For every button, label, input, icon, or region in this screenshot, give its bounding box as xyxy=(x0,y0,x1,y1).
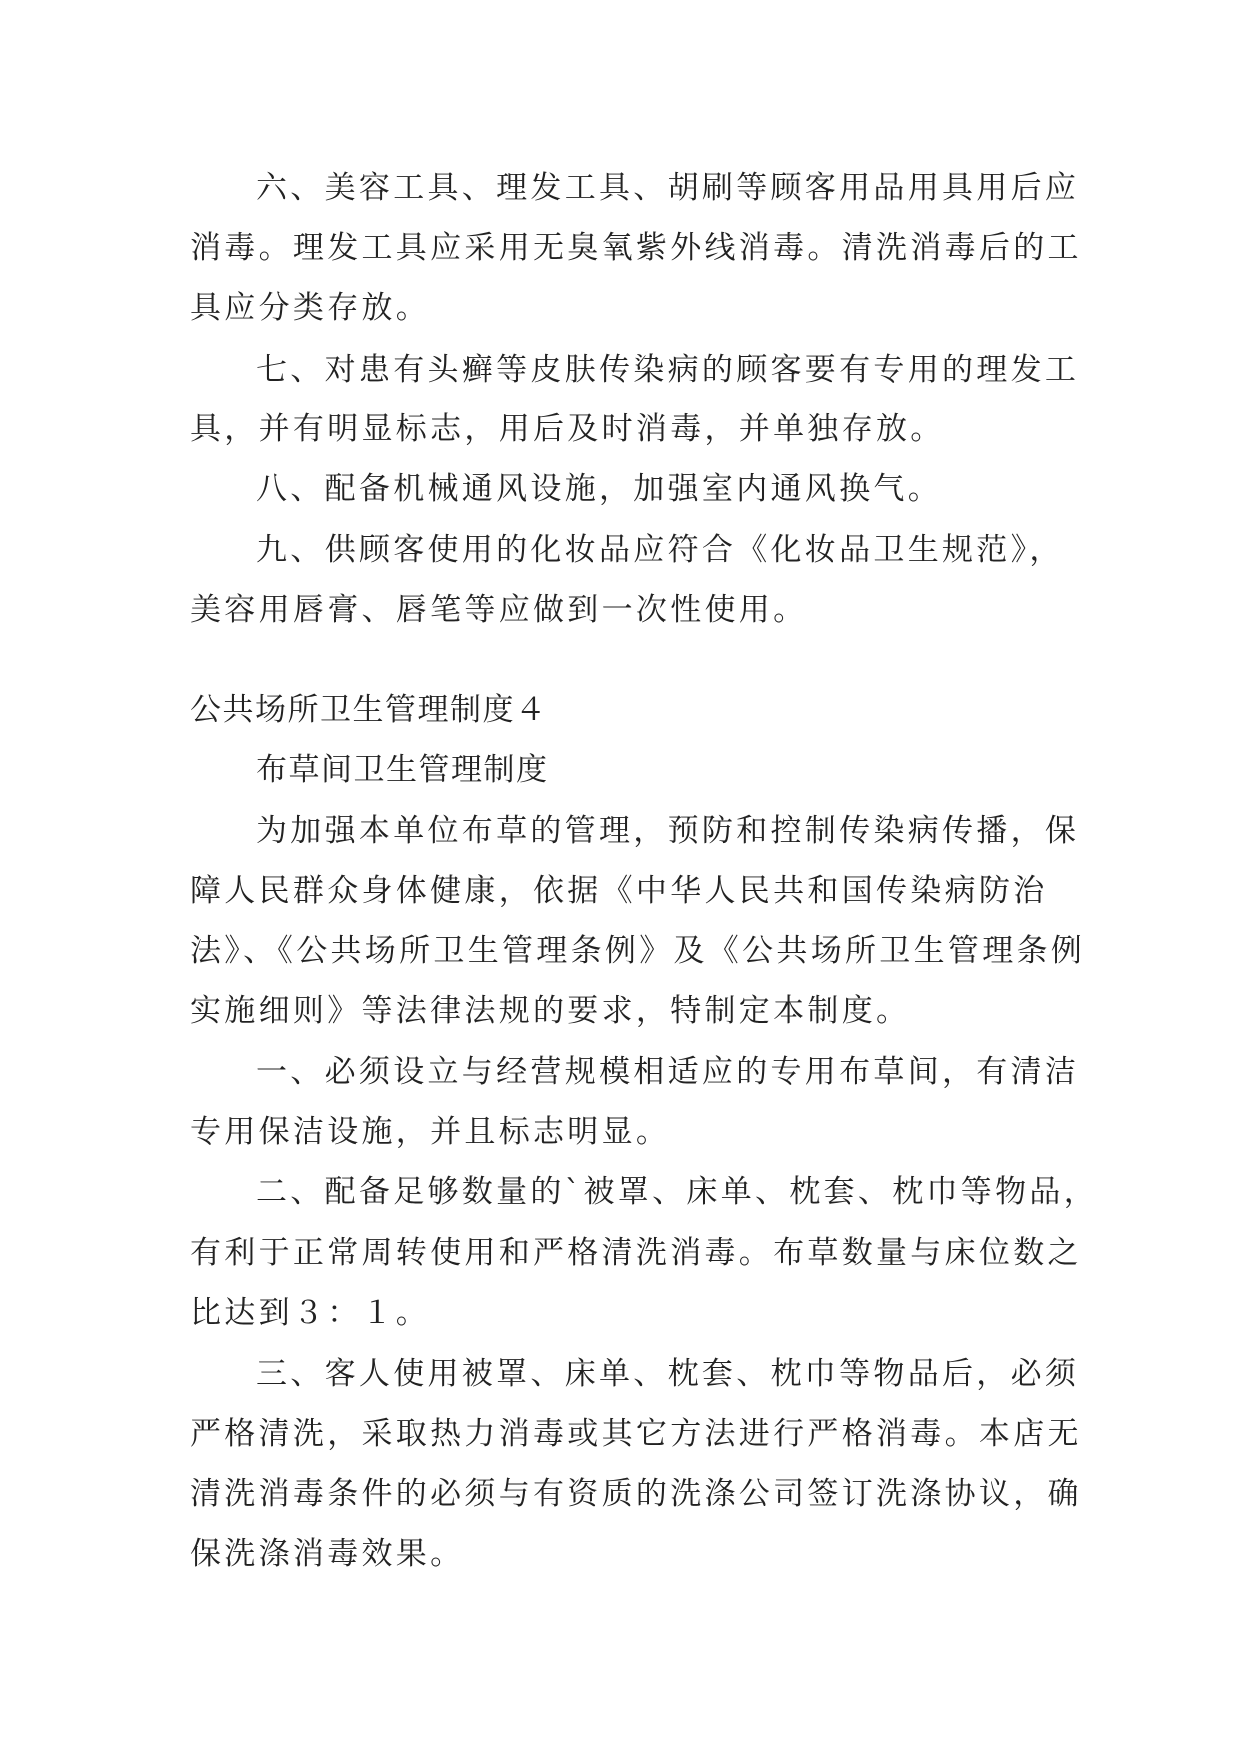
paragraph-line: 为加强本单位布草的管理，预防和控制传染病传播，保 xyxy=(256,813,1080,849)
paragraph-line: 美容用唇膏、唇笔等应做到一次性使用。 xyxy=(190,592,808,628)
paragraph-line: 六、美容工具、理发工具、胡刷等顾客用品用具用后应 xyxy=(256,170,1080,206)
paragraph-line: 专用保洁设施，并且标志明显。 xyxy=(190,1114,671,1150)
paragraph-line: 一、必须设立与经营规模相适应的专用布草间，有清洁 xyxy=(256,1054,1080,1090)
paragraph-line: 七、对患有头癣等皮肤传染病的顾客要有专用的理发工 xyxy=(256,352,1080,388)
paragraph-line: 实施细则》等法律法规的要求，特制定本制度。 xyxy=(190,993,911,1029)
paragraph-line: 比达到３：１。 xyxy=(190,1295,431,1331)
paragraph-line: 法》、《公共场所卫生管理条例》及《公共场所卫生管理条例 xyxy=(190,933,1086,969)
paragraph-line: 严格清洗，采取热力消毒或其它方法进行严格消毒。本店无 xyxy=(190,1416,1082,1452)
paragraph-line: 清洗消毒条件的必须与有资质的洗涤公司签订洗涤协议，确 xyxy=(190,1476,1082,1512)
paragraph-line: 三、客人使用被罩、床单、枕套、枕巾等物品后，必须 xyxy=(256,1356,1080,1392)
paragraph-line: 有利于正常周转使用和严格清洗消毒。布草数量与床位数之 xyxy=(190,1235,1082,1271)
section-subtitle: 布草间卫生管理制度 xyxy=(256,752,549,788)
paragraph-line: 保洗涤消毒效果。 xyxy=(190,1536,465,1572)
paragraph-line: 八、配备机械通风设施，加强室内通风换气。 xyxy=(256,471,942,507)
paragraph-line: 九、供顾客使用的化妆品应符合《化妆品卫生规范》， xyxy=(256,532,1064,568)
paragraph-line: 障人民群众身体健康，依据《中华人民共和国传染病防治 xyxy=(190,873,1048,909)
paragraph-line: 消毒。理发工具应采用无臭氧紫外线消毒。清洗消毒后的工 xyxy=(190,230,1082,266)
paragraph-line: 具应分类存放。 xyxy=(190,290,431,326)
section-title: 公共场所卫生管理制度４ xyxy=(190,692,548,728)
paragraph-line: 二、配备足够数量的`被罩、床单、枕套、枕巾等物品， xyxy=(256,1174,1098,1210)
paragraph-line: 具，并有明显标志，用后及时消毒，并单独存放。 xyxy=(190,411,945,447)
